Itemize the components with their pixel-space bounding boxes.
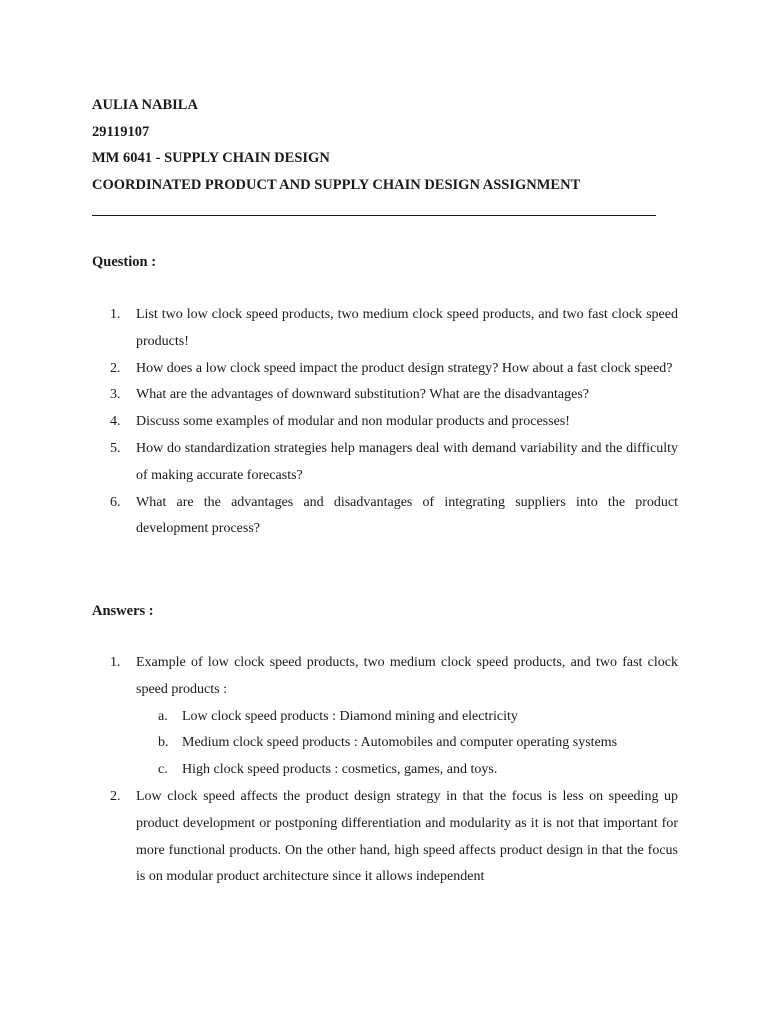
question-text: How do standardization strategies help managers deal with demand variability and the difficulty of making accurate forecasts? (136, 440, 678, 483)
question-text: What are the advantages and disadvantages of integrating suppliers into the product development process? (136, 494, 678, 537)
subitem-letter: b. (158, 735, 169, 751)
question-text: List two low clock speed products, two medium clock speed products, and two fast clock speed products! (136, 307, 678, 349)
header-divider (92, 215, 656, 216)
course-title: MM 6041 - SUPPLY CHAIN DESIGN (92, 150, 330, 166)
answer-subitem (136, 757, 678, 784)
subitem-text: Medium clock speed products : Automobiles and computer operating systems (182, 735, 618, 751)
answer-text: Low clock speed affects the product design strategy in that the focus is less on speeding up product development or postponing differentiation and modularity as it is not that important for more functional products. On the other hand, high speed affects product design in that the focus is on modular product architecture since it allows independent (136, 788, 678, 885)
question-text: How does a low clock speed impact the product design strategy? How about a fast clock speed? (136, 360, 673, 376)
answer-item (110, 650, 678, 784)
question-item (110, 436, 678, 490)
question-item (110, 490, 678, 544)
question-number: 2. (110, 360, 121, 376)
subitem-text: Low clock speed products : Diamond mining and electricity (182, 708, 518, 724)
question-list (110, 302, 678, 543)
question-item (110, 302, 678, 356)
question-number: 6. (110, 494, 121, 510)
question-number: 4. (110, 414, 121, 430)
document-header (92, 92, 692, 198)
student-id: 29119107 (92, 123, 150, 140)
assignment-title: COORDINATED PRODUCT AND SUPPLY CHAIN DESIGN ASSIGNMENT (92, 176, 581, 193)
question-number: 3. (110, 387, 121, 403)
subitem-text: High clock speed products : cosmetics, games, and toys. (182, 762, 498, 778)
answers-heading: Answers : (92, 603, 154, 619)
answer-sublist (136, 704, 678, 784)
question-item (110, 356, 678, 383)
subitem-letter: a. (158, 708, 168, 724)
answer-number: 2. (110, 788, 121, 804)
answer-number: 1. (110, 655, 121, 670)
question-number: 1. (110, 307, 121, 322)
question-item (110, 409, 678, 436)
author-name: AULIA NABILA (92, 97, 198, 113)
question-text: What are the advantages of downward substitution? What are the disadvantages? (136, 387, 590, 403)
question-heading: Question : (92, 254, 157, 270)
subitem-letter: c. (158, 762, 168, 778)
question-text: Discuss some examples of modular and non modular products and processes! (136, 414, 570, 430)
answer-list (110, 650, 678, 891)
answer-text: Example of low clock speed products, two medium clock speed products, and two fast clock speed products : (136, 655, 678, 697)
question-number: 5. (110, 440, 121, 456)
question-item (110, 382, 678, 409)
answer-item (110, 784, 678, 891)
answer-subitem (136, 704, 678, 731)
answer-subitem (136, 730, 678, 757)
